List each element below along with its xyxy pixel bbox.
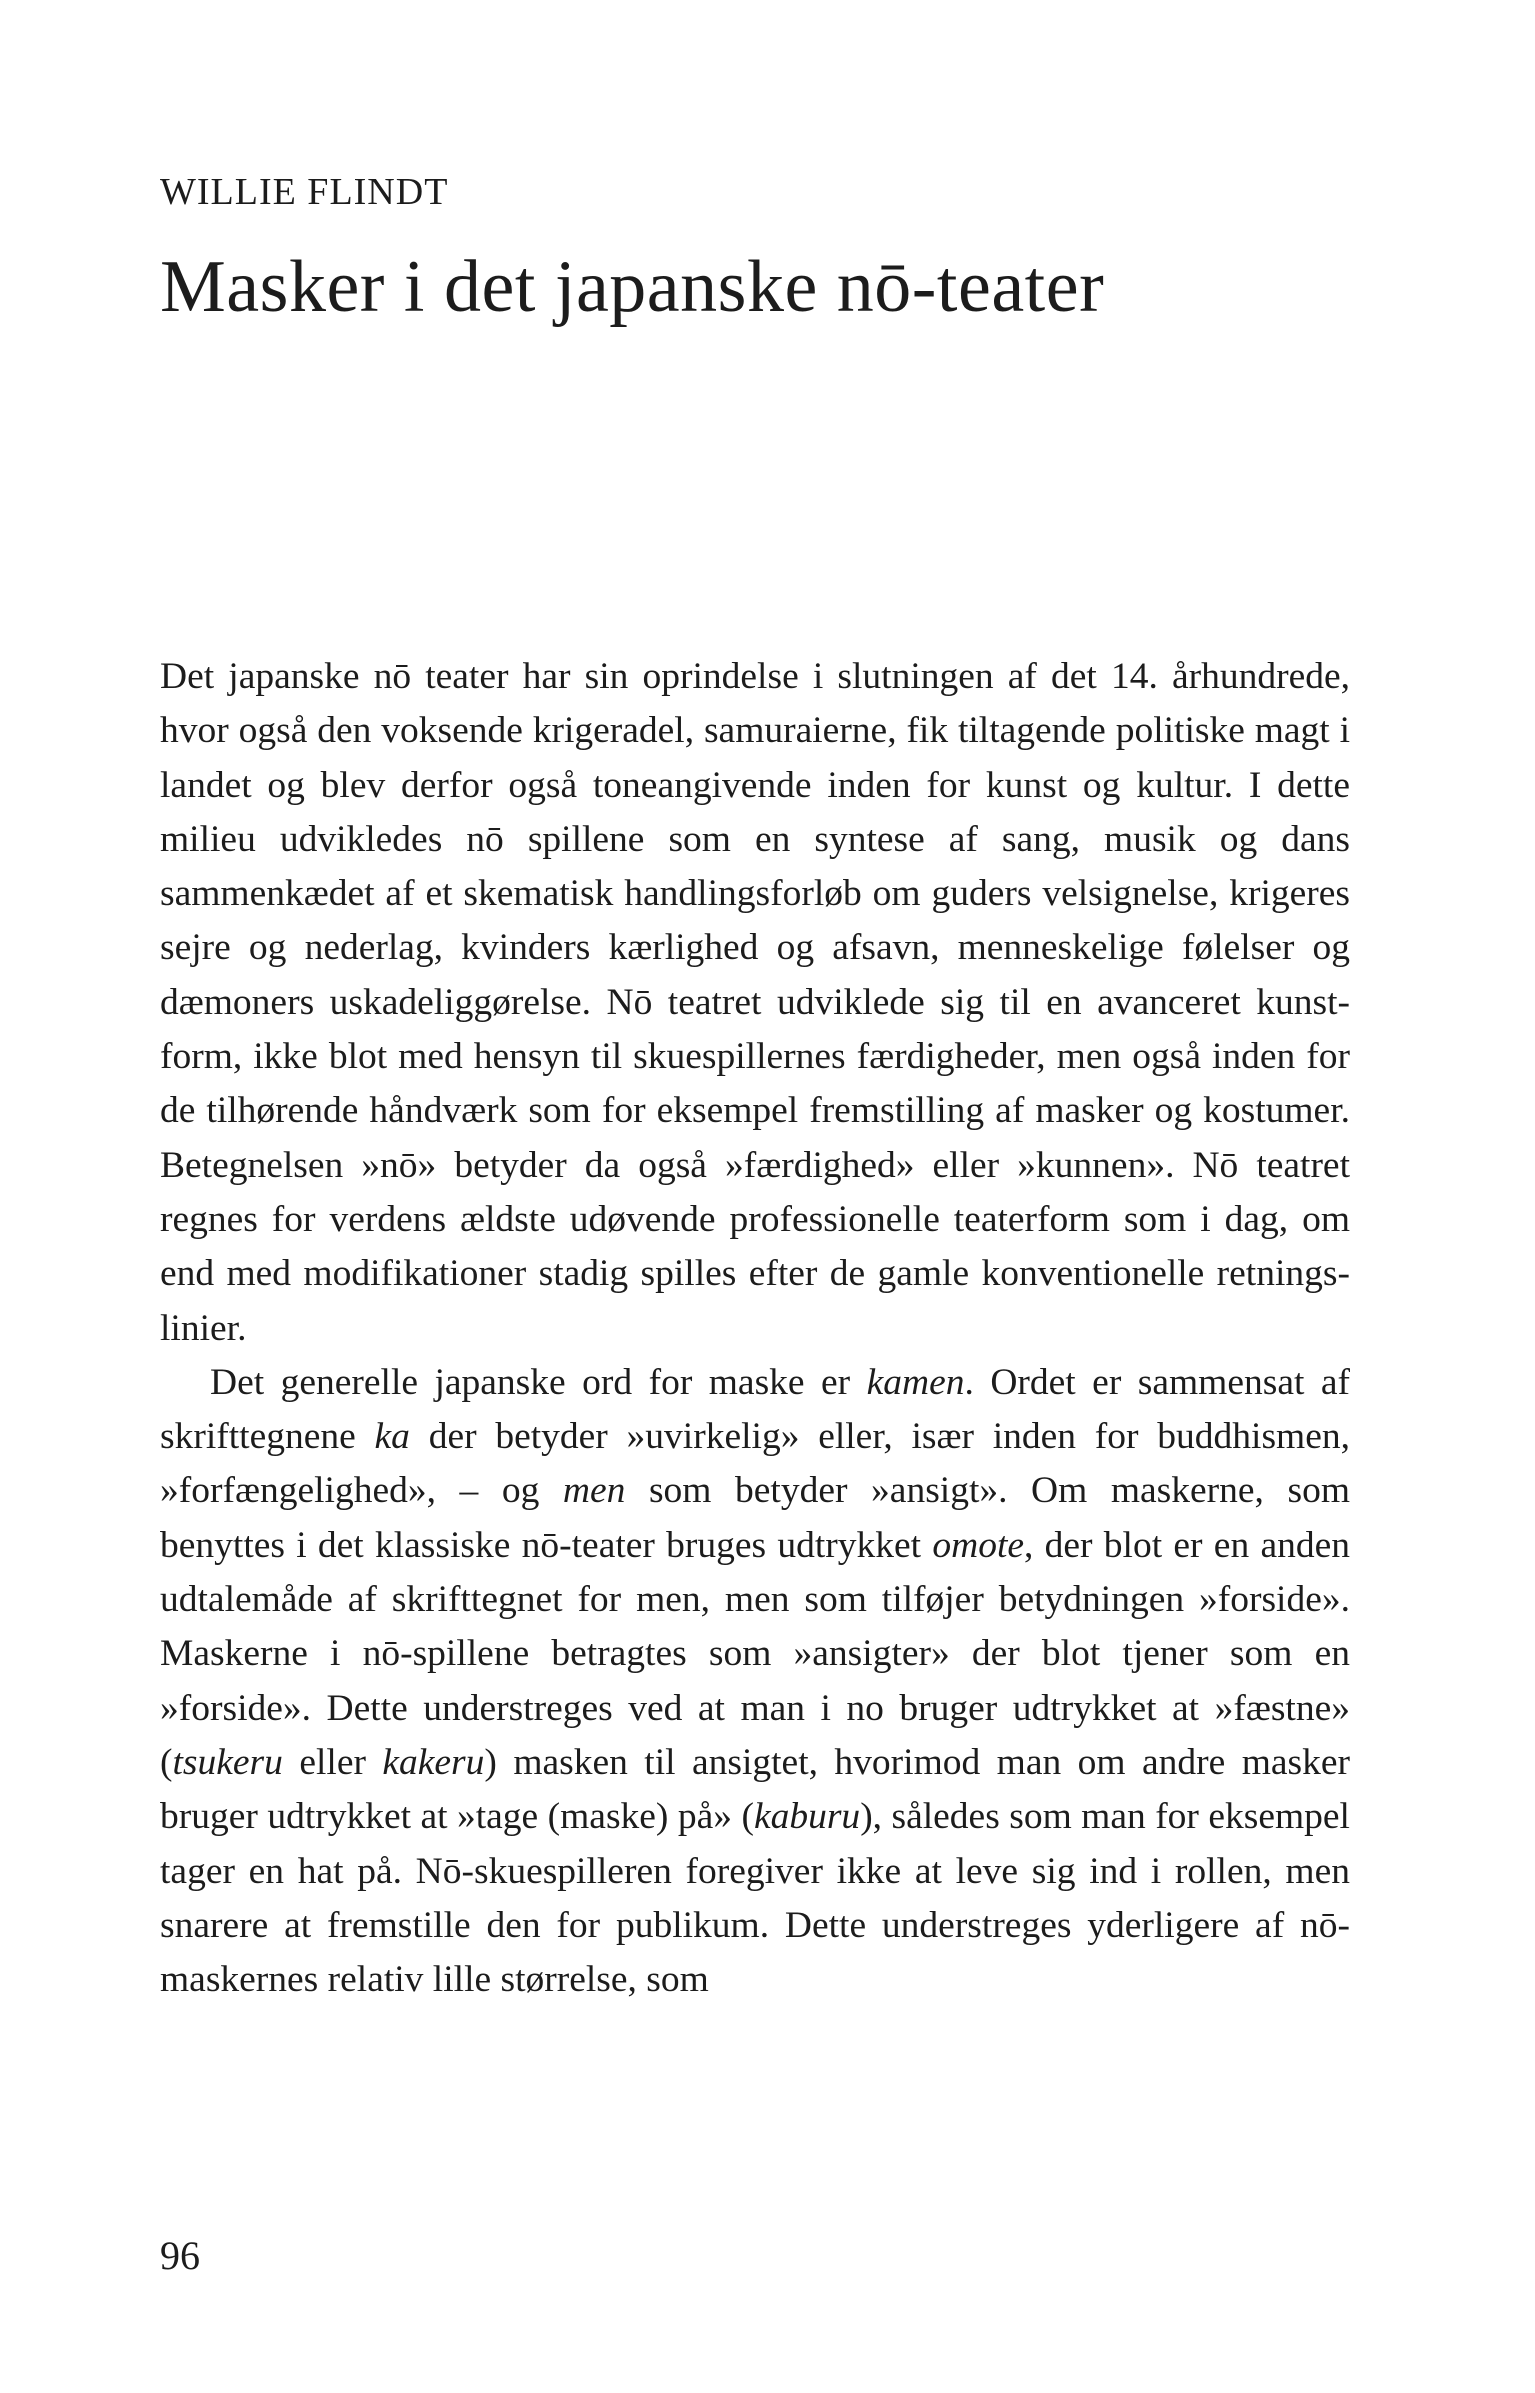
article-body — [160, 650, 1350, 2007]
text-run: der betyder »uvirkelig» eller, især inden for buddhismen, »forfængelighed», – og — [160, 1416, 1350, 1512]
italic-term: kakeru — [382, 1741, 485, 1783]
article-title: Masker i det japanske nō-teater — [160, 246, 1105, 328]
text-run: eller — [282, 1741, 383, 1783]
page-number: 96 — [160, 2233, 200, 2278]
italic-term: kaburu — [753, 1796, 861, 1838]
paragraph-1 — [160, 650, 1350, 1356]
text-run: Det generelle japanske ord for maske er — [210, 1361, 867, 1403]
author-name: WILLIE FLINDT — [160, 171, 449, 213]
text-run: , der blot er en anden udtalemåde af skrifttegnet for men, men som tilføjer betydningen »forside». Maskerne i nō-spillene betragtes som »ansigter» der blot tjener som en »forside». Dette understreges ved at man i no bruger udtrykket at »fæstne» ( — [160, 1524, 1350, 1783]
italic-term: men — [562, 1470, 626, 1512]
paragraph-2 — [160, 1356, 1350, 2008]
italic-term: ka — [374, 1416, 410, 1458]
italic-term: tsukeru — [172, 1741, 283, 1783]
text-run: ) masken til ansigtet, hvorimod man om andre masker bruger udtrykket at »tage (maske) på» ( — [160, 1741, 1350, 1838]
text-run: ), således som man for eksempel tager en hat på. Nō-skuespilleren foregiver ikke at leve sig ind i rollen, men snarere at fremstille den for publikum. Dette understreges yderligere af nō-maskernes relativ lille størrelse, som — [160, 1796, 1350, 2001]
text-run: som betyder »ansigt». Om maskerne, som benyttes i det klassiske nō-teater bruges udtrykket — [160, 1470, 1350, 1566]
text-run: . Ordet er sammensat af skrifttegnene — [160, 1361, 1350, 1458]
italic-term: omote — [932, 1524, 1025, 1566]
italic-term: kamen — [866, 1361, 965, 1403]
text-run: Det japanske nō teater har sin oprindelse i slutningen af det 14. århundrede, hvor også den voksende krigeradel, samuraierne, fik tiltagende politiske magt i landet og blev derfor også toneangivende inden for kunst og kultur. I dette milieu udvikledes nō spillene som en syntese af sang, musik og dans sammenkædet af et skematisk handlingsforløb om guders velsignelse, krigeres sejre og nederlag, kvinders kærlighed og afsavn, menneskelige følelser og dæmoners uskadeliggørelse. Nō teatret udviklede sig til en avanceret kunstform, ikke blot med hensyn til skuespillernes færdigheder, men også inden for de tilhørende håndværk som for eksempel fremstilling af masker og kostumer. Betegnelsen »nō» betyder da også »færdighed» eller »kunnen». Nō teatret regnes for verdens ældste udøvende professionelle teaterform som i dag, om end med modifikationer stadig spilles efter de gamle konventionelle retningslinier. — [160, 656, 1350, 1349]
